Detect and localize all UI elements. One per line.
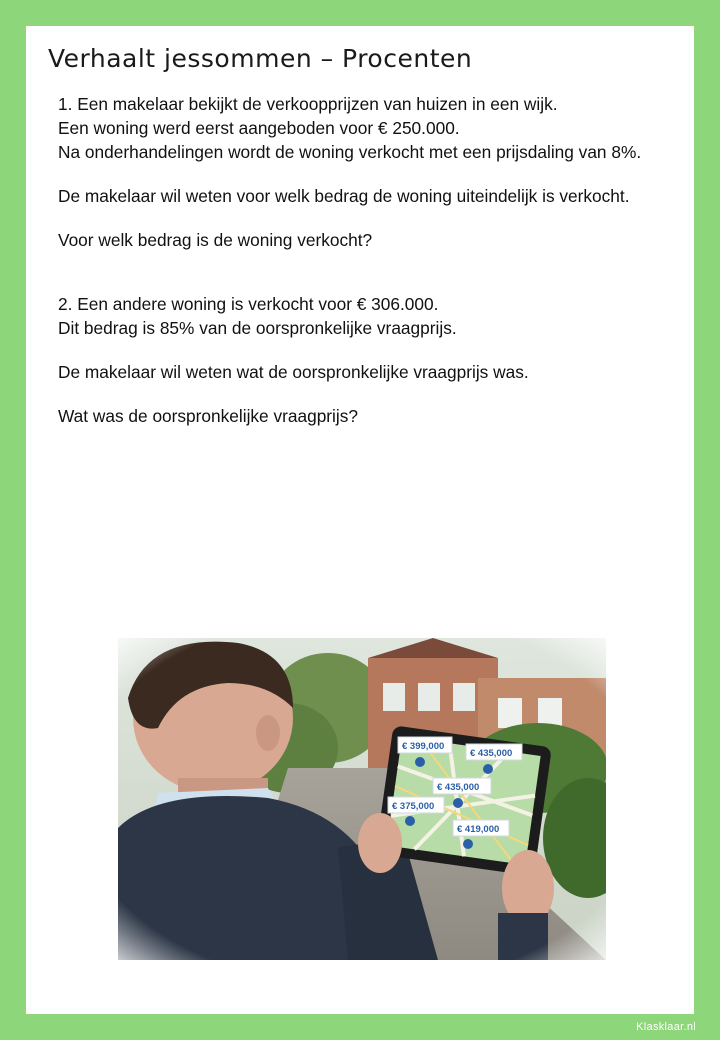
photo-man-with-tablet [118, 638, 606, 960]
page-title: Verhaalt jessommen – Procenten [48, 44, 473, 73]
questions-block [58, 92, 658, 428]
question1-question: Voor welk bedrag is de woning verkocht? [58, 230, 373, 250]
question1-line: Na onderhandelingen wordt de woning verkocht met een prijsdaling van 8%. [58, 142, 642, 162]
question2-line: Dit bedrag is 85% van de oorspronkelijke vraagprijs. [58, 318, 457, 338]
footer-brand: Klasklaar.nl [636, 1021, 696, 1033]
question2-context: De makelaar wil weten wat de oorspronkelijke vraagprijs was. [58, 362, 529, 382]
question1-context: De makelaar wil weten voor welk bedrag de woning uiteindelijk is verkocht. [58, 186, 630, 206]
question2-question: Wat was de oorspronkelijke vraagprijs? [58, 406, 358, 426]
question2-line: 2. Een andere woning is verkocht voor € 306.000. [58, 294, 439, 314]
worksheet [26, 26, 694, 1014]
question1-line: 1. Een makelaar bekijkt de verkoopprijzen van huizen in een wijk. [58, 94, 558, 114]
question1-line: Een woning werd eerst aangeboden voor € 250.000. [58, 118, 460, 138]
